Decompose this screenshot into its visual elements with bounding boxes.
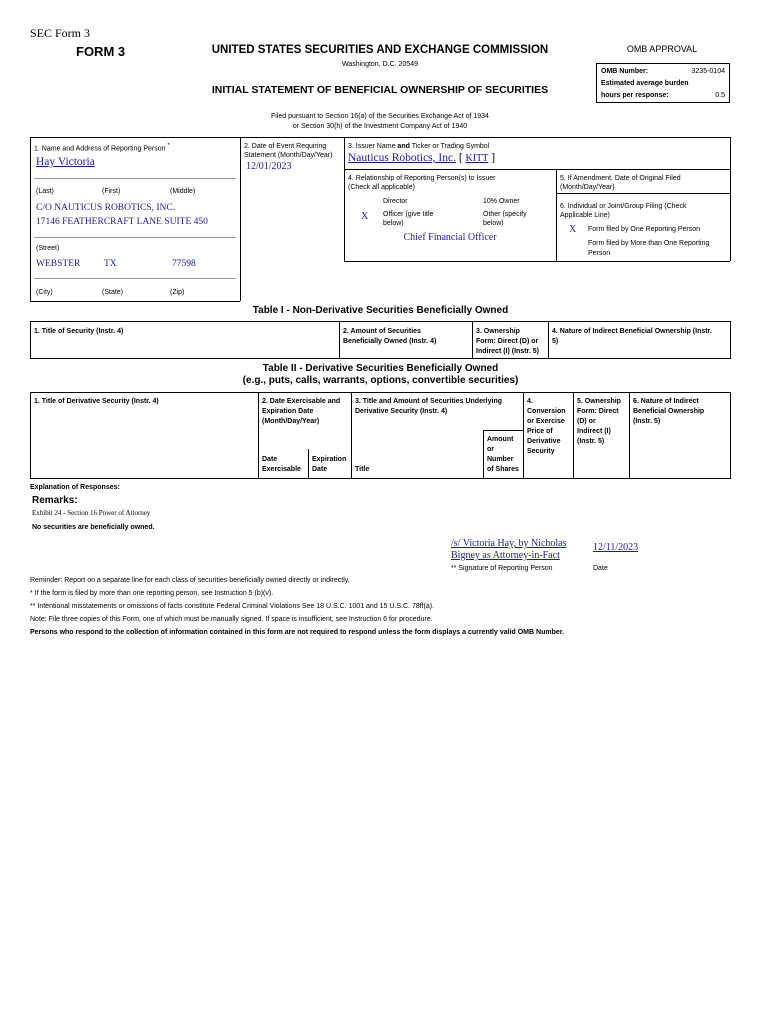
table2-col-ownership1: 5. Ownership: [577, 398, 621, 405]
table1-col-ownership1: 3. Ownership: [476, 328, 520, 335]
sec-form-label: SEC Form 3: [30, 26, 91, 40]
first-label: (First): [102, 188, 121, 195]
issuer-label: 3. Issuer Name and Ticker or Trading Symbol: [348, 143, 490, 150]
event-date-label2: Statement (Month/Day/Year): [244, 152, 333, 159]
table2-date-exercisable2: Exercisable: [262, 466, 301, 473]
zip-label: (Zip): [170, 289, 185, 296]
table2-amount2: or: [487, 446, 494, 453]
table2-title2: (e.g., puts, calls, warrants, options, convertible securities): [242, 375, 519, 386]
omb-number-label: OMB Number:: [601, 68, 649, 75]
middle-label: (Middle): [170, 188, 196, 195]
table1-col-amount1: 2. Amount of Securities: [343, 328, 421, 335]
remarks-label: Remarks:: [32, 495, 78, 506]
state-value: TX: [104, 259, 117, 269]
table2-col-ownership3: (D) or: [577, 418, 596, 425]
reporting-person-label: 1. Name and Address of Reporting Person *: [34, 143, 170, 153]
table2-expiration1: Expiration: [312, 456, 347, 463]
table1-col-nature1: 4. Nature of Indirect Beneficial Ownership (Instr.: [552, 328, 712, 335]
city-label: (City): [36, 289, 53, 296]
street-label: (Street): [36, 245, 60, 252]
reporting-person-name[interactable]: Hay Victoria: [36, 156, 95, 168]
more-persons-label2: Person: [588, 250, 611, 257]
table2-col-dates2: Expiration Date: [262, 408, 314, 415]
amendment-label2: (Month/Day/Year): [560, 184, 615, 191]
form-title: FORM 3: [76, 44, 126, 59]
omb-approval-box: [596, 63, 730, 103]
omb-burden-label: Estimated average burden: [601, 80, 689, 87]
no-securities-text: No securities are beneficially owned.: [32, 524, 155, 531]
omb-number-value: 3235-0104: [691, 68, 725, 75]
table2-col-dates1: 2. Date Exercisable and: [262, 398, 341, 405]
agency-location: Washington, D.C. 20549: [341, 61, 418, 68]
table2-title1: Table II - Derivative Securities Beneficially Owned: [262, 363, 499, 374]
table1-col-ownership3: Indirect (I) (Instr. 5): [476, 348, 540, 355]
issuer-name-row: [348, 152, 495, 164]
omb-header: OMB APPROVAL: [626, 44, 698, 54]
explanation-label: Explanation of Responses:: [30, 484, 120, 491]
table2-col-ownership5: (Instr. 5): [577, 438, 605, 445]
omb-hours-value: 0.5: [715, 92, 725, 99]
table2-col-title: 1. Title of Derivative Security (Instr. 4): [34, 398, 159, 405]
reminder-text: Reminder: Report on a separate line for each class of securities beneficially owned directly or indirectly.: [30, 577, 350, 584]
table2-col-underlying1: 3. Title and Amount of Securities Underlying: [355, 398, 503, 405]
table2-expiration2: Date: [312, 466, 328, 473]
omb-notice: Persons who respond to the collection of information contained in this form are not required to respond unless the form displays a currently valid OMB Number.: [30, 629, 565, 636]
ticker-bracket-close: ]: [491, 152, 496, 164]
one-person-check-mark: X: [569, 224, 577, 235]
note-copies: Note: File three copies of this Form, one of which must be manually signed. If space is insufficient, see Instruction 6 for procedure.: [30, 616, 433, 623]
table2-col-ownership4: Indirect (I): [577, 428, 611, 435]
agency-name: UNITED STATES SECURITIES AND EXCHANGE COMMISSION: [211, 44, 549, 56]
officer-title: Chief Financial Officer: [403, 232, 497, 243]
table2-col-nature2: Beneficial Ownership: [633, 408, 705, 415]
signature-date: 12/11/2023: [593, 542, 639, 553]
officer-label2: below): [383, 220, 404, 227]
officer-check-mark: X: [361, 211, 369, 222]
date-label: Date: [593, 565, 608, 572]
table2-amount4: of Shares: [487, 466, 519, 473]
asterisk-mark: *: [167, 143, 170, 149]
table2-amount1: Amount: [487, 436, 514, 443]
amendment-label1: 5. If Amendment, Date of Original Filed: [560, 175, 681, 182]
other-label2: below): [483, 220, 504, 227]
other-label1: Other (specify: [483, 211, 527, 218]
table2-col-conversion2: Conversion: [527, 408, 566, 415]
table2-underlying-title: Title: [355, 466, 370, 473]
omb-hours-label: hours per response:: [601, 92, 669, 99]
table1-col-ownership2: Form: Direct (D) or: [476, 338, 539, 345]
signature-link[interactable]: /s/ Victoria Hay, by Nicholas Bigney as Attorney-in-Fact: [451, 538, 567, 561]
exhibit-text: Exhibit 24 - Section 16 Power of Attorney: [32, 509, 151, 517]
table2-col-conversion6: Security: [527, 448, 555, 455]
ten-percent-owner-label: 10% Owner: [483, 198, 520, 205]
zip-value: 77598: [172, 259, 196, 269]
table1-title: Table I - Non-Derivative Securities Beneficially Owned: [252, 305, 509, 316]
last-label: (Last): [36, 188, 54, 195]
issuer-name-link[interactable]: Nauticus Robotics, Inc.: [348, 152, 456, 164]
filed-pursuant-line2: or Section 30(h) of the Investment Company Act of 1940: [292, 123, 468, 130]
table1-col-amount2: Beneficially Owned (Instr. 4): [343, 338, 437, 345]
address-line1: C/O NAUTICUS ROBOTICS, INC.: [36, 203, 176, 213]
more-persons-label1: Form filed by More than One Reporting: [588, 240, 710, 247]
ticker-link[interactable]: KITT: [465, 153, 489, 164]
note-violations: ** Intentional misstatements or omissions of facts constitute Federal Criminal Violations See 18 U.S.C. 1001 and 15 U.S.C. 78ff(a).: [30, 603, 434, 610]
filing-label2: Applicable Line): [560, 212, 610, 219]
table2-amount3: Number: [487, 456, 514, 463]
ticker-bracket-open: [: [458, 152, 463, 164]
filed-pursuant-line1: Filed pursuant to Section 16(a) of the Securities Exchange Act of 1934: [271, 113, 489, 120]
one-person-label: Form filed by One Reporting Person: [588, 226, 701, 233]
director-label: Director: [383, 198, 408, 205]
table2-col-nature1: 6. Nature of Indirect: [633, 398, 699, 405]
table2-date-exercisable1: Date: [262, 456, 278, 463]
statement-title: INITIAL STATEMENT OF BENEFICIAL OWNERSHIP OF SECURITIES: [211, 84, 549, 96]
table2-col-conversion4: Price of: [527, 428, 553, 435]
relationship-label2: (Check all applicable): [348, 184, 415, 191]
event-date-label1: 2. Date of Event Requiring: [244, 143, 327, 150]
table2-col-conversion1: 4.: [527, 398, 533, 405]
signature-label: ** Signature of Reporting Person: [451, 565, 553, 572]
relationship-label1: 4. Relationship of Reporting Person(s) to Issuer: [348, 175, 496, 182]
filing-label1: 6. Individual or Joint/Group Filing (Check: [560, 203, 687, 210]
state-label: (State): [102, 289, 124, 296]
event-date-value: 12/01/2023: [246, 161, 292, 172]
table2-col-dates3: (Month/Day/Year): [262, 418, 320, 425]
table2-col-nature3: (Instr. 5): [633, 418, 661, 425]
note-multiple-persons: * If the form is filed by more than one reporting person, see Instruction 5 (b)(v).: [30, 590, 274, 597]
table2-col-underlying2: Derivative Security (Instr. 4): [355, 408, 448, 415]
table2-col-conversion5: Derivative: [527, 438, 561, 445]
table1-col-nature2: 5): [552, 338, 559, 345]
officer-label1: Officer (give title: [383, 211, 434, 218]
table2-col-conversion3: or Exercise: [527, 418, 565, 425]
table2-col-ownership2: Form: Direct: [577, 408, 619, 415]
address-line2: 17146 FEATHERCRAFT LANE SUITE 450: [36, 217, 208, 227]
table1-col-title: 1. Title of Security (Instr. 4): [34, 328, 124, 335]
city-value: WEBSTER: [36, 259, 81, 269]
